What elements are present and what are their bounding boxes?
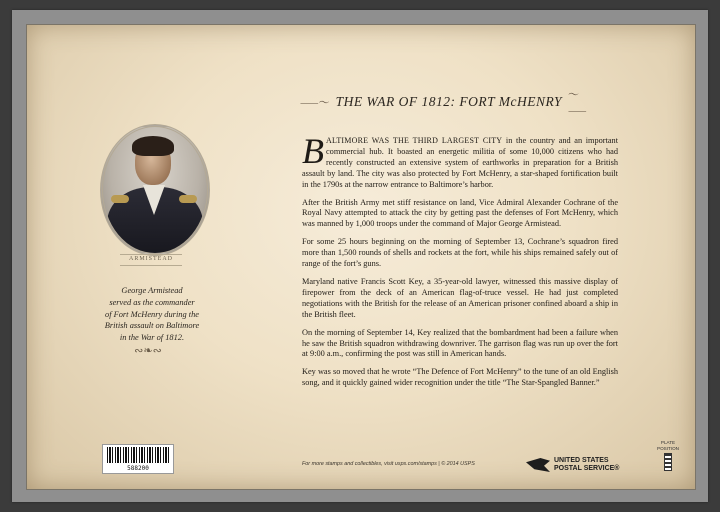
- barcode: [102, 444, 174, 474]
- plate-position: [656, 440, 680, 480]
- paragraph-3: For some 25 hours beginning on the morning of September 13, Cochrane’s squadron fired more than 1,500 rounds of shells and rockets at the fort, while his ships remained safely out of range of the fort’s guns.: [302, 237, 618, 269]
- drop-cap: B: [302, 131, 324, 171]
- caption-line: of Fort McHenry during the: [105, 309, 199, 319]
- paragraph-4: Maryland native Francis Scott Key, a 35-year-old lawyer, witnessed this massive display of firepower from the deck of an American flag-of-truce vessel. He had just completed negotiations with the British for the release of an American prisoner confined aboard a ship in the British fleet.: [302, 276, 618, 319]
- caption-line: in the War of 1812.: [119, 333, 185, 343]
- paragraph-5: On the morning of September 14, Key realized that the bombardment had been a failure when he saw the British squadron withdrawing downriver. The garrison flag was run up over the fort at 9:00 a.m., confirming the post was still in American hands.: [302, 327, 618, 359]
- title-row: [300, 88, 590, 117]
- usps-line-2: POSTAL SERVICE®: [554, 465, 620, 472]
- portrait-nameplate: ARMISTEAD: [120, 254, 182, 266]
- lead-in: ALTIMORE WAS THE THIRD LARGEST CITY: [326, 136, 503, 145]
- eagle-icon: [526, 458, 550, 472]
- left-flourish-icon: ⸺〜: [300, 96, 330, 109]
- paragraph-1: [302, 131, 619, 191]
- usps-line-1: UNITED STATES: [554, 457, 609, 464]
- right-flourish-icon: 〜⸺: [568, 88, 587, 117]
- caption-line: British assault on Baltimore: [104, 321, 200, 331]
- ornament-icon: ∾❧∾: [134, 345, 162, 357]
- barcode-number: 588200: [127, 465, 149, 472]
- portrait-caption: [96, 285, 208, 344]
- body-text: [302, 131, 619, 396]
- plate-position-marker: [664, 453, 672, 471]
- position-label: POSITION: [657, 445, 679, 451]
- caption-line: George Armistead: [121, 286, 183, 295]
- armistead-portrait: [92, 118, 210, 268]
- caption-line: served as the commander: [109, 297, 195, 307]
- barcode-bars: [107, 447, 169, 463]
- page-title: THE WAR OF 1812: FORT McHENRY: [335, 94, 563, 109]
- plate-label: PLATE: [660, 440, 676, 445]
- paragraph-6: Key was so moved that he wrote “The Defence of Fort McHenry” to the tune of an old English song, and it quickly gained wider recognition under the title “The Star-Spangled Banner.”: [302, 367, 618, 388]
- usps-logo: [526, 455, 626, 475]
- portrait-oval: [100, 124, 210, 256]
- paragraph-1-text: in the country and an important commercial hub. It boasted an energetic militia of some 10,000 citizens who had recently constructed an extensive system of earthworks in preparation for a British assault by land. The city was also protected by Fort McHenry, a star-shaped fortification built in the 1790s at the narrow entrance to Baltimore’s harbor.: [302, 136, 619, 189]
- paragraph-2: After the British Army met stiff resistance on land, Vice Admiral Alexander Cochrane of the Royal Navy attempted to attack the city by getting past the defenses of Fort McHenry, which was manned by 1,000 troops under the command of Major George Armistead.: [302, 197, 618, 229]
- footer-note: For more stamps and collectibles, visit usps.com/stamps | © 2014 USPS: [302, 461, 475, 467]
